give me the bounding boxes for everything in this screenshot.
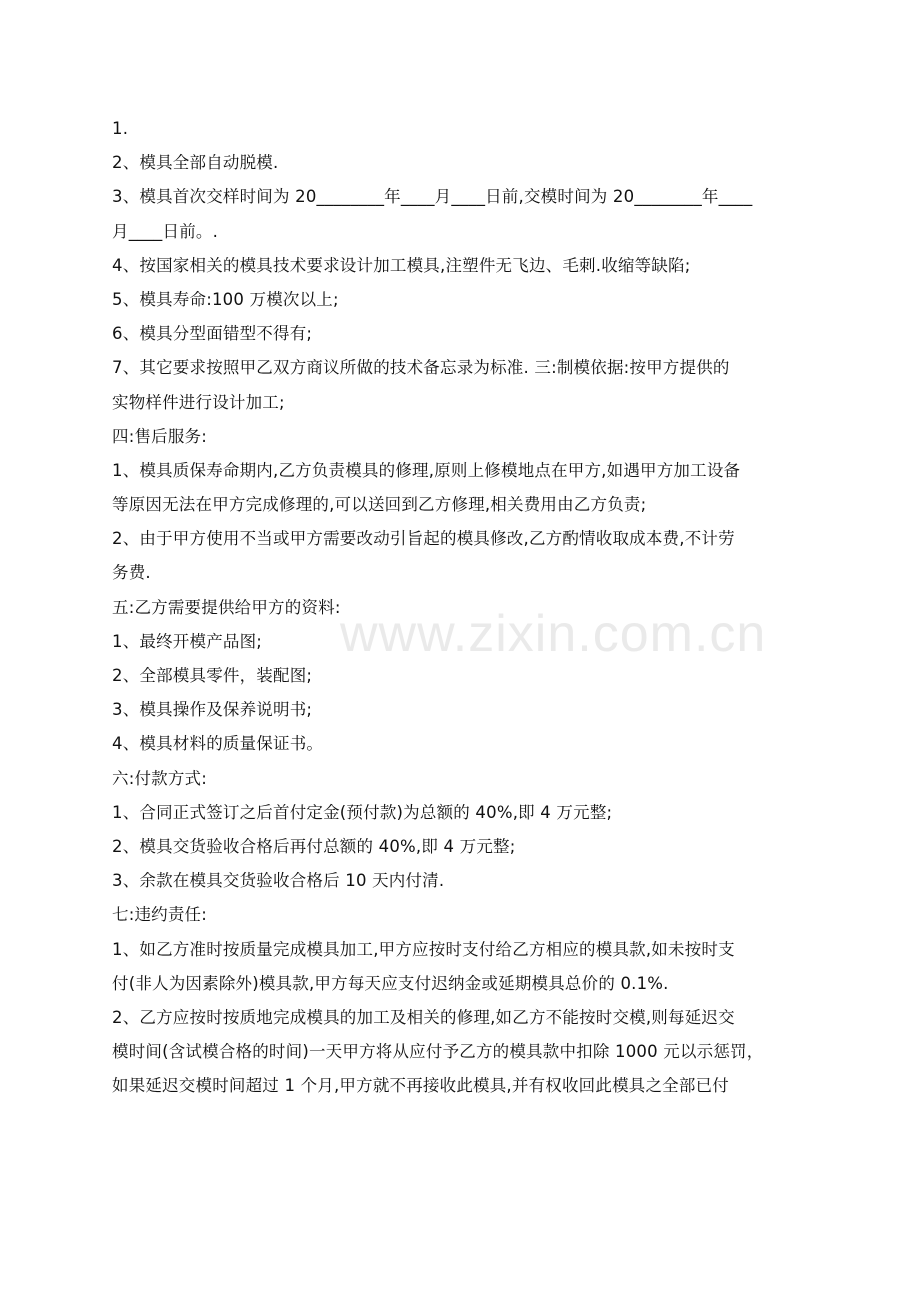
text-line: 如果延迟交模时间超过 1 个月,甲方就不再接收此模具,并有权收回此模具之全部已付 [112, 1076, 729, 1096]
text-line: 2、模具全部自动脱模. [112, 153, 279, 173]
text-line: 1、模具质保寿命期内,乙方负责模具的修理,原则上修模地点在甲方,如遇甲方加工设备 [112, 460, 741, 480]
text-line: 1、合同正式签订之后首付定金(预付款)为总额的 40%,即 4 万元整; [112, 802, 613, 822]
text-line: 1、如乙方准时按质量完成模具加工,甲方应按时支付给乙方相应的模具款,如未按时支 [112, 939, 735, 959]
text-line: 3、模具操作及保养说明书; [112, 700, 313, 720]
section-heading: 四:售后服务: [112, 426, 208, 446]
text-line: 模时间(含试模合格的时间)一天甲方将从应付予乙方的模具款中扣除 1000 元以示惩罚， [112, 1042, 764, 1062]
text-line: 月____日前。. [112, 221, 219, 241]
section-heading: 五:乙方需要提供给甲方的资料: [112, 597, 341, 617]
text-line: 4、模具材料的质量保证书。 [112, 734, 324, 754]
watermark: www.zixin.com.cn [340, 605, 767, 663]
text-line: 2、由于甲方使用不当或甲方需要改动引旨起的模具修改,乙方酌情收取成本费,不计劳 [112, 529, 735, 549]
text-line: 2、模具交货验收合格后再付总额的 40%,即 4 万元整; [112, 836, 516, 856]
text-line: 5、模具寿命:100 万模次以上; [112, 289, 339, 309]
text-line: 4、按国家相关的模具技术要求设计加工模具,注塑件无飞边、毛刺.收缩等缺陷; [112, 255, 691, 275]
text-line: 等原因无法在甲方完成修理的,可以送回到乙方修理,相关费用由乙方负责; [112, 495, 647, 515]
document-body [112, 112, 812, 1103]
text-line: 2、全部模具零件，装配图; [112, 666, 313, 685]
text-line: 3、余款在模具交货验收合格后 10 天内付清. [112, 871, 445, 891]
section-heading: 六:付款方式: [112, 768, 208, 788]
text-line: 1、最终开模产品图; [112, 631, 263, 651]
text-line: 2、乙方应按时按质地完成模具的加工及相关的修理,如乙方不能按时交模,则每延迟交 [112, 1007, 735, 1027]
text-line: 7、其它要求按照甲乙双方商议所做的技术备忘录为标准. 三:制模依据:按甲方提供的 [112, 358, 730, 378]
text-line: 6、模具分型面错型不得有; [112, 324, 313, 344]
text-line: 1. [112, 119, 129, 138]
text-line: 付(非人为因素除外)模具款,甲方每天应支付迟纳金或延期模具总价的 0.1%. [112, 973, 669, 993]
section-heading: 七:违约责任: [112, 905, 208, 925]
text-line: 实物样件进行设计加工; [112, 392, 285, 412]
text-line: 3、模具首次交样时间为 20________年____月____日前,交模时间为 20________年____ [112, 187, 753, 207]
text-line: 务费. [112, 563, 151, 583]
